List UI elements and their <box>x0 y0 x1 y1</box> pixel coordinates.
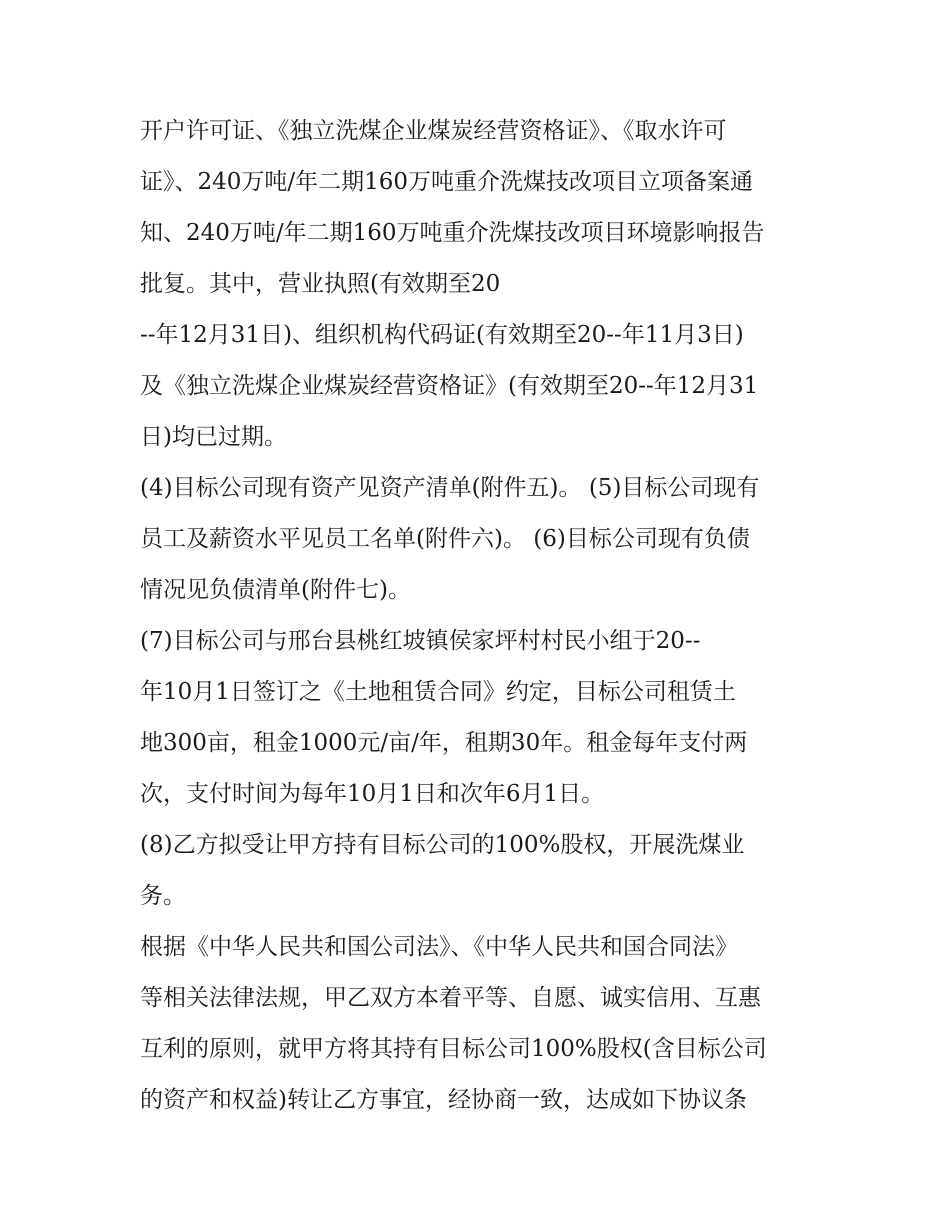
text-line: 年10月1日签订之《土地租赁合同》约定，目标公司租赁土 <box>140 679 736 705</box>
text-line: 次，支付时间为每年10月1日和次年6月1日。 <box>140 781 605 807</box>
text-line: (7)目标公司与邢台县桃红坡镇侯家坪村村民小组于20-- <box>140 628 701 654</box>
text-line: 证》、240万吨/年二期160万吨重介洗煤技改项目立项备案通 <box>140 169 754 195</box>
text-line: 等相关法律法规，甲乙双方本着平等、自愿、诚实信用、互惠 <box>140 985 761 1011</box>
text-line: (8)乙方拟受让甲方持有目标公司的100%股权，开展洗煤业 <box>140 832 745 858</box>
text-line: 批复。其中，营业执照(有效期至20 <box>140 271 501 297</box>
text-line: 互利的原则，就甲方将其持有目标公司100%股权(含目标公司 <box>140 1036 767 1062</box>
text-line: 根据《中华人民共和国公司法》、《中华人民共和国合同法》 <box>140 934 738 960</box>
document-body <box>140 106 820 1126</box>
text-line: 情况见负债清单(附件七)。 <box>140 577 411 603</box>
text-line: --年12月31日)、组织机构代码证(有效期至20--年11月3日) <box>140 322 744 348</box>
text-line: 及《独立洗煤企业煤炭经营资格证》(有效期至20--年12月31 <box>140 373 759 399</box>
text-line: 知、240万吨/年二期160万吨重介洗煤技改项目环境影响报告 <box>140 220 765 246</box>
text-line: 员工及薪资水平见员工名单(附件六)。 (6)目标公司现有负债 <box>140 526 750 552</box>
text-line: 开户许可证、《独立洗煤企业煤炭经营资格证》、《取水许可 <box>140 118 727 144</box>
text-line: 的资产和权益)转让乙方事宜，经协商一致，达成如下协议条 <box>140 1087 747 1113</box>
text-line: (4)目标公司现有资产见资产清单(附件五)。 (5)目标公司现有 <box>140 475 760 501</box>
text-line: 日)均已过期。 <box>140 424 287 450</box>
text-line: 务。 <box>140 883 186 909</box>
text-line: 地300亩，租金1000元/亩/年，租期30年。租金每年支付两 <box>140 730 748 756</box>
